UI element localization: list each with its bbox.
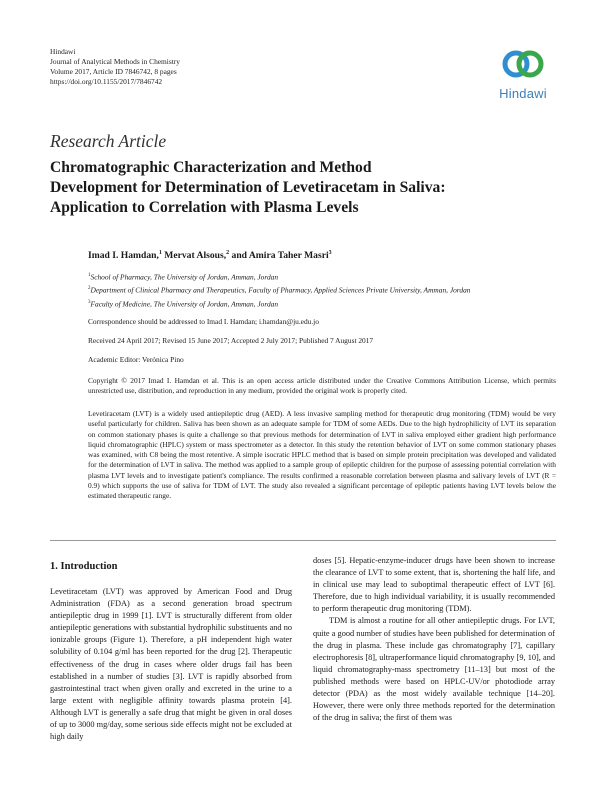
affiliation-sup: 3 bbox=[88, 299, 91, 305]
affiliation-text: Faculty of Medicine, The University of Jordan, Amman, Jordan bbox=[90, 299, 279, 309]
affiliation-text: Department of Clinical Pharmacy and Therapeutics, Faculty of Pharmacy, Applied Sciences Private University, Amman, Jordan bbox=[90, 285, 471, 295]
author-affil-sup: 1 bbox=[158, 250, 162, 256]
title-line: Development for Determination of Levetiracetam in Saliva: bbox=[50, 179, 446, 196]
body-paragraph: doses [5]. Hepatic-enzyme-inducer drugs have been shown to increase the clearance of LVT to some extent, that is, shortening the half life, and in clinical use may lead to suboptimal therapeutic effect of LVT [6]. Therefore, due to high individual variability, it is usually recommended to perform therapeutic drug monitoring (TDM). bbox=[313, 556, 555, 614]
right-column bbox=[313, 555, 555, 724]
article-dates: Received 24 April 2017; Revised 15 June 2017; Accepted 2 July 2017; Published 7 August 2017 bbox=[88, 336, 374, 345]
author-affil-sup: 2 bbox=[226, 250, 230, 256]
affiliation-sup: 2 bbox=[88, 286, 91, 292]
author-affil-sup: 3 bbox=[328, 250, 332, 256]
divider bbox=[50, 540, 556, 541]
journal-publisher: Hindawi bbox=[50, 47, 76, 56]
affiliation-sup: 1 bbox=[88, 273, 91, 278]
paper-title bbox=[50, 158, 550, 218]
journal-info bbox=[50, 47, 310, 87]
affiliation-text: School of Pharmacy, The University of Jordan, Amman, Jordan bbox=[90, 272, 279, 282]
title-line: Application to Correlation with Plasma Levels bbox=[50, 199, 359, 216]
affiliation bbox=[88, 270, 558, 283]
abstract: Levetiracetam (LVT) is a widely used antiepileptic drug (AED). A less invasive sampling method for therapeutic drug monitoring (TDM) would be very useful particularly for children. Saliva has been shown as an adequate sample for TDM of some AEDs. Due to the high hydrophilicity of LVT its separation on common stationary phases is quite a challenge so that previous methods for determination of LVT in saliva employed either gradient high performance liquid chromatographic (HPLC) system or mass spectrometer as a detector. In this study the retention behavior of LVT on some common stationary phases was examined, with C8 being the most retentive. A simple isocratic HPLC method that is based on simple protein precipitation was developed and validated for the determination of LVT in saliva. The method was applied to a sample group of epileptic children for the purpose of assessing potential correlation with plasma LVT levels and to investigate patient's compliance. The results confirmed a reasonable correlation between plasma and salivary levels of LVT (R = 0.9) which supports the use of saliva for TDM of LVT. The study also revealed a significant percentage of epileptic patients having LVT levels below the estimated therapeutic range. bbox=[88, 409, 556, 501]
affiliation bbox=[88, 297, 558, 310]
affiliation bbox=[88, 283, 558, 296]
article-type: Research Article bbox=[50, 131, 167, 151]
author-name[interactable]: and Amira Taher Masri bbox=[229, 250, 329, 262]
affiliations bbox=[88, 270, 558, 310]
author-name[interactable]: Imad I. Hamdan, bbox=[88, 250, 159, 262]
section-heading: 1. Introduction bbox=[50, 561, 118, 572]
journal-name: Journal of Analytical Methods in Chemistry bbox=[50, 57, 180, 66]
correspondence: Correspondence should be addressed to Imad I. Hamdan; i.hamdan@ju.edu.jo bbox=[88, 317, 319, 326]
author-name[interactable]: Mervat Alsous, bbox=[161, 250, 227, 262]
title-line: Chromatographic Characterization and Method bbox=[50, 159, 372, 176]
author-list bbox=[88, 250, 332, 261]
hindawi-logo-icon bbox=[501, 44, 545, 84]
journal-doi[interactable]: https://doi.org/10.1155/2017/7846742 bbox=[50, 77, 163, 86]
copyright-notice: Copyright © 2017 Imad I. Hamdan et al. This is an open access article distributed under the Creative Commons Attribution License, which permits unrestricted use, distribution, and reproduction in any medium, provided the original work is properly cited. bbox=[88, 376, 556, 396]
hindawi-logo bbox=[492, 44, 554, 108]
academic-editor: Academic Editor: Verónica Pino bbox=[88, 355, 184, 364]
body-paragraph: Levetiracetam (LVT) was approved by American Food and Drug Administration (FDA) as a second generation broad spectrum antiepileptic drug in 1999 [1]. LVT is structurally different from older antiepileptic generations with substantial hydrophilic substituents and no ionizable groups (Figure 1). Therefore, a pH independent high water solubility of 0.104 g/ml has been reported for the drug [2]. Therapeutic effectiveness of the drug in cases where older drugs fail has been established in a number of studies [3]. LVT is rapidly absorbed from gastrointestinal tract when given orally and excreted in the urine to a large extent with negligible affinity towards plasma protein [4]. Although LVT is generally a safe drug that might be given in oral doses of up to 3000 mg/day, some serious side effects might not be excluded at high daily bbox=[50, 587, 292, 742]
left-column bbox=[50, 586, 292, 743]
journal-volume: Volume 2017, Article ID 7846742, 8 pages bbox=[50, 67, 177, 76]
body-paragraph: TDM is almost a routine for all other antiepileptic drugs. For LVT, quite a good number of studies have been published for determination of the drug in plasma. These include gas chromatography [7], capillary electrophoresis [8], ultraperformance liquid chromatography [9, 10], and liquid chromatography-mass spectrometry [11–13] but most of the published methods were based on HPLC-UV/or photodiode array detector (PDA) as the most widely available technique [14–20]. However, there were only three methods reported for the determination of the drug in saliva; the first of them was bbox=[313, 616, 555, 723]
logo-text: Hindawi bbox=[499, 86, 547, 101]
